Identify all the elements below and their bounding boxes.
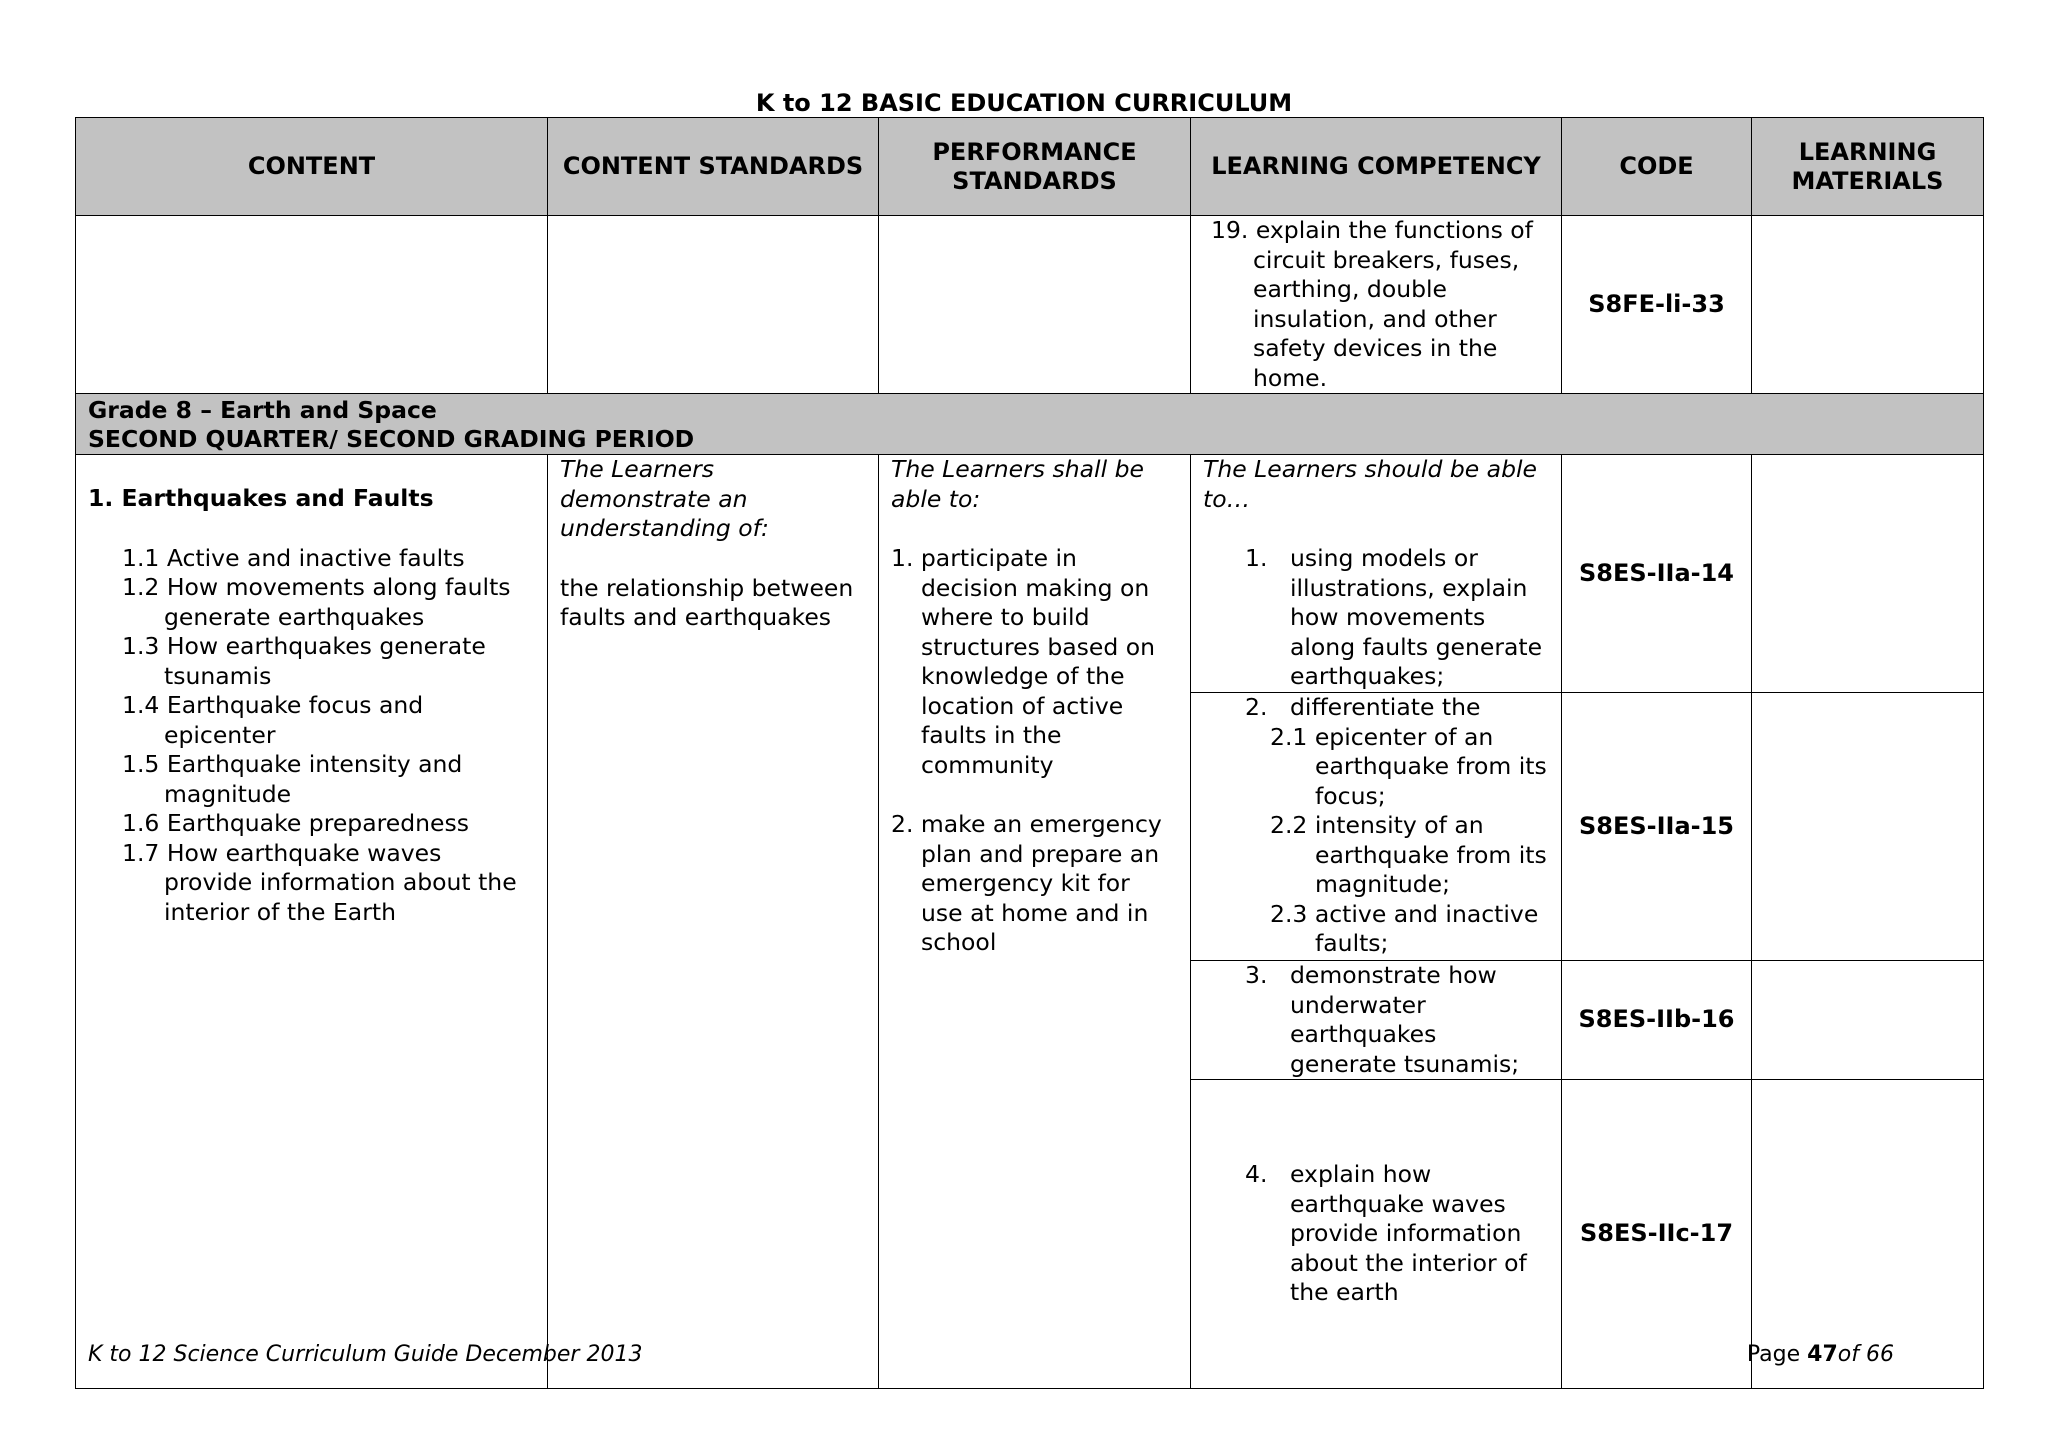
- materials-cell: [1752, 961, 1984, 1080]
- header-learning-materials: LEARNING MATERIALS: [1752, 118, 1984, 216]
- competency-subitem: 2.3 active and inactive faults;: [1270, 899, 1539, 957]
- header-performance-standards: PERFORMANCE STANDARDS: [879, 118, 1191, 216]
- content-standards-cell: [548, 455, 879, 1389]
- code-cell: S8ES-IIb-16: [1562, 961, 1752, 1080]
- footer-guide-title: K to 12 Science Curriculum Guide December 2013: [88, 1342, 643, 1367]
- competency-intro: The Learners should be able to…: [1203, 455, 1537, 513]
- content-heading: 1. Earthquakes and Faults: [88, 484, 434, 512]
- content-standards-intro: The Learners demonstrate an understanding of:: [560, 455, 769, 542]
- curriculum-table: [75, 117, 1984, 1389]
- performance-standards-cell: [879, 455, 1191, 1389]
- header-content-standards: CONTENT STANDARDS: [548, 118, 879, 216]
- document-title: K to 12 BASIC EDUCATION CURRICULUM: [755, 89, 1293, 117]
- code-cell: S8ES-IIc-17: [1562, 1080, 1752, 1389]
- footer-page-number: Page 47of 66: [1746, 1342, 1894, 1367]
- materials-cell: [1752, 693, 1984, 961]
- content-item: 1.5 Earthquake intensity and magnitude: [122, 750, 463, 808]
- code-cell: S8ES-IIa-15: [1562, 693, 1752, 961]
- materials-cell: [1752, 216, 1984, 394]
- section-quarter: SECOND QUARTER/ SECOND GRADING PERIOD: [88, 425, 695, 453]
- competency-1: 1. using models or illustrations, explain how movements along faults generate earthquakes;: [1245, 544, 1543, 690]
- competency-subitem: 2.1 epicenter of an earthquake from its focus;: [1270, 722, 1547, 810]
- performance-standards-intro: The Learners shall be able to:: [891, 455, 1144, 513]
- header-content: CONTENT: [76, 118, 548, 216]
- content-item: 1.3 How earthquakes generate tsunamis: [122, 632, 486, 690]
- carryover-row: [76, 216, 1984, 394]
- competency-cell: [1191, 455, 1562, 693]
- header-learning-competency: LEARNING COMPETENCY: [1191, 118, 1562, 216]
- content-cell: [76, 455, 548, 1389]
- content-item: 1.6 Earthquake preparedness: [122, 809, 469, 837]
- competency-cell: [1191, 1080, 1562, 1389]
- content-item: 1.1 Active and inactive faults: [122, 543, 465, 572]
- code-cell: S8FE-li-33: [1562, 216, 1752, 394]
- header-row: [76, 118, 1984, 216]
- empty-cell: [879, 216, 1191, 394]
- competency-subitem: 2.2 intensity of an earthquake from its magnitude;: [1270, 811, 1547, 898]
- content-item: 1.7 How earthquake waves provide information about the interior of the Earth: [122, 838, 517, 926]
- competency-cell: [1191, 693, 1562, 961]
- section-grade: Grade 8 – Earth and Space: [88, 396, 437, 424]
- content-standards-text: the relationship between faults and earthquakes: [560, 573, 854, 631]
- empty-cell: [548, 216, 879, 394]
- section-row: [76, 394, 1984, 455]
- performance-item: 1. participate in decision making on where to build structures based on knowledge of the location of active faults in the community: [891, 544, 1156, 779]
- competency-2: 2. differentiate the: [1245, 693, 1481, 721]
- materials-cell: [1752, 455, 1984, 693]
- performance-item: 2. make an emergency plan and prepare an emergency kit for use at home and in school: [891, 810, 1162, 956]
- section-header: [76, 394, 1984, 455]
- competency-19: 19. explain the functions of circuit breakers, fuses, earthing, double insulation, and other safety devices in the home.: [1211, 216, 1533, 392]
- code-cell: S8ES-IIa-14: [1562, 455, 1752, 693]
- competency-4: 4. explain how earthquake waves provide information about the interior of the earth: [1245, 1160, 1527, 1307]
- competency-3: 3. demonstrate how underwater earthquakes generate tsunamis;: [1245, 961, 1520, 1078]
- header-code: CODE: [1562, 118, 1752, 216]
- competency-row-1: [76, 455, 1984, 693]
- content-list: [88, 544, 535, 928]
- competency-2-subitems: [1245, 723, 1549, 959]
- competency-cell: [1191, 216, 1562, 394]
- competency-cell: [1191, 961, 1562, 1080]
- content-item: 1.4 Earthquake focus and epicenter: [122, 691, 424, 749]
- empty-cell: [76, 216, 548, 394]
- content-item: 1.2 How movements along faults generate earthquakes: [122, 573, 511, 631]
